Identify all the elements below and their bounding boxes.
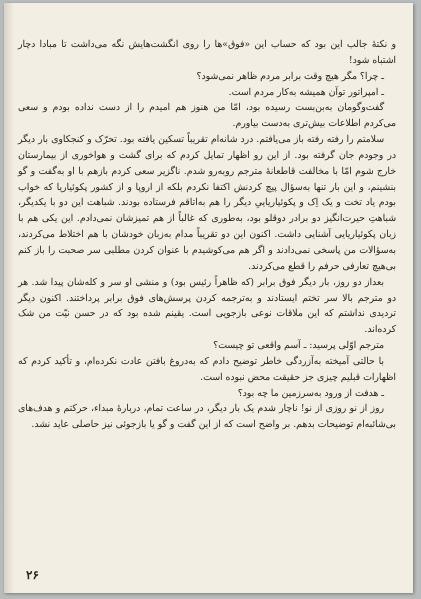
paragraph-7: مترجم اوّلی پرسید: ـ آسم واقعی تو چیست؟ xyxy=(213,340,384,352)
paragraph-6: بعداز دو روز، بار دیگر فوق برابر (که ظاهراً رئیس بود) و منشی او سر و کله‌شان پیدا شد. هر دو مترجم بالا سر تختم ایستادند و به‌ترجمه کردن پرسش‌های فوق برابر پرداختند. اکنون دیگر تردیدی نداشتم که این ملاقات نوعی بازجویی است. یقینم شده بود که در حسن نیّت من شک کرده‌اند. xyxy=(18,276,396,336)
page-number: ۲۶ xyxy=(26,568,39,582)
page-binding-shadow xyxy=(4,3,14,593)
paragraph-5: سلامتم را رفته رفته باز می‌یافتم. درد شانه‌ام تقریباً تسکین یافته بود. تحرّک و کنجکاوی بار دیگر در وجودم جان گرفته بود. از این رو اظهار تمایل کردم که برای گشت و هواخوری از بیمارستان خارج شوم امّا با مخالفت قاطعانهٔ مترجم روبه‌رو شدم. ناگزیر سعی کردم بازهم با او به‌گفت و گو بنشینم، و این بار تنها به‌سؤال پیچ کردنش اکتفا نکردم بلکه از اروپا و از کشور پکوئیاریا که خواب بودم یاد تخت و یک اِک و پکوئیاریاییِ دیگر را هم به‌اتاقم فرستاده بودند. شباهت این دو با یکدیگر، شباهتِ حیرت‌انگیز دو برادر دوقلو بود، به‌طوری که غالباً از هم تمیزشان نمی‌دادم. این یکی هم با زبان پکوئیاریایی آشنایی داشت. اکنون این دو تقریباً مدام به‌زبان خودشان با هم اختلاط می‌کردند، به‌سؤالات من پاسخی نمی‌دادند و اگر هم می‌کوشیدم با عنوان کردن مطلبی سر صحبت را باز کنم بی‌هیچ تعارفی حرفم را قطع می‌کردند. xyxy=(18,134,396,272)
page-body xyxy=(18,37,396,433)
paragraph-3: ـ امپراتور توآن همیشه به‌کار مردم است. xyxy=(228,86,384,98)
book-page xyxy=(4,3,413,593)
paragraph-8: با حالتی آمیخته به‌آزردگی خاطر توضیح دادم که به‌دروغ بافتن عادت نکرده‌ام، و تأکید کردم که اظهارات قبلیم چیزی جز حقیقت محض نبوده است. xyxy=(18,355,396,383)
paragraph-10: روز از نو روزی از نو! ناچار شدم یک بار دیگر، در ساعت تمام، دربارهٔ مبداء، حرکتم و هدف‌های بی‌شائبه‌ام توضیحات بدهم. بر واضح است که از این گفت و گو یا بازجوئی نیز حاصلی عاید نشد. xyxy=(18,403,396,431)
paragraph-2: ـ چرا؟ مگر هیچ وقت برابر مردم ظاهر نمی‌شود؟ xyxy=(196,70,384,82)
paragraph-9: ـ هدفت از ورود به‌سرزمین ما چه بود؟ xyxy=(237,387,384,399)
paragraph-1: و نکتهٔ جالب این بود که حساب این «فوق»ها را روی انگشت‌هایش نگه می‌داشت تا مبادا دچار اشتباه شود! xyxy=(18,39,396,66)
paragraph-4: گفت‌وگومان به‌بن‌بست رسیده بود، امّا من هنوز هم امیدم را از دست نداده بودم و سعی می‌کردم اطلاعات بیش‌تری به‌دست بیاورم. xyxy=(18,102,396,130)
